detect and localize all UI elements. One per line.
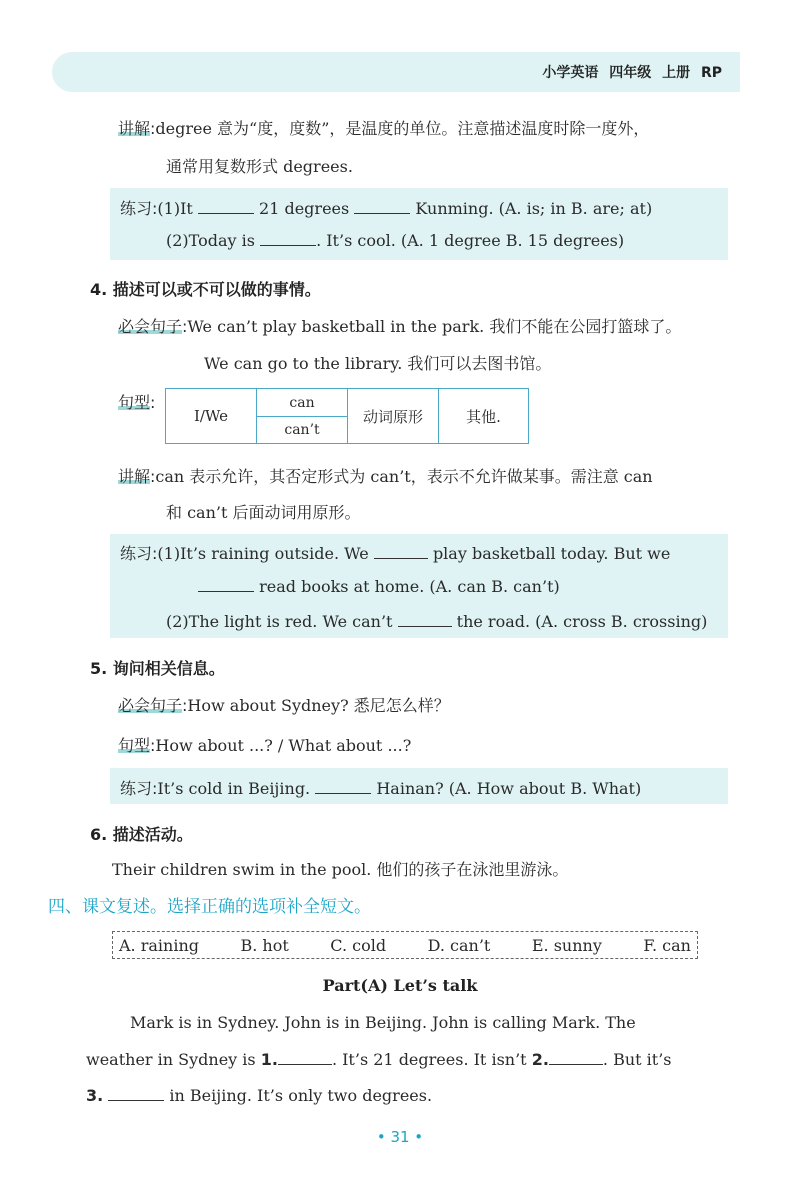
blank[interactable] <box>374 544 428 559</box>
passage-line-1: Mark is in Sydney. John is in Beijing. John is calling Mark. The <box>130 1013 636 1032</box>
explain-can-2: 和 can’t 后面动词用原形。 <box>166 503 361 522</box>
option: B. hot <box>240 935 289 955</box>
pattern-label: 句型: <box>118 393 156 412</box>
practice-line-2: (2)Today is . It’s cool. (A. 1 degree B. 15 degrees) <box>166 231 625 250</box>
blank[interactable] <box>315 779 371 794</box>
must-label: 必会句子 <box>118 317 183 336</box>
pattern-table <box>165 388 529 444</box>
must-sentence-1: 必会句子:We can’t play basketball in the park. 我们不能在公园打篮球了。 <box>118 314 681 337</box>
section-6-title: 6. 描述活动。 <box>90 825 193 844</box>
pattern-subject: I/We <box>166 389 257 443</box>
option: A. raining <box>119 935 199 955</box>
explain-label: 讲解 <box>118 119 151 138</box>
explain-can-1: 讲解:can 表示允许，其否定形式为 can’t，表示不允许做某事。需注意 can <box>118 467 653 486</box>
page-number: • 31 • <box>376 1128 424 1146</box>
option: E. sunny <box>531 935 602 955</box>
section-5-title: 5. 询问相关信息。 <box>90 659 225 678</box>
explain-line-1: 讲解:degree 意为“度，度数”，是温度的单位。注意描述温度时除一度外， <box>118 116 649 139</box>
options-box <box>112 931 698 959</box>
section-6-line: Their children swim in the pool. 他们的孩子在泳池里游泳。 <box>112 860 569 879</box>
blank[interactable] <box>260 231 316 246</box>
passage-line-2: weather in Sydney is 1. . It’s 21 degrees. It isn’t 2. . But it’s <box>86 1050 672 1069</box>
must-sentence-2: We can go to the library. 我们可以去图书馆。 <box>204 354 552 373</box>
blank[interactable] <box>198 577 254 592</box>
pattern-verb: 动词原形 <box>348 389 439 443</box>
part-title: Part(A) Let’s talk <box>322 976 478 995</box>
practice-line-1: 练习:(1)It 21 degrees Kunming. (A. is; in B. are; at) <box>120 199 653 218</box>
practice-4-line-3: (2)The light is red. We can’t the road. (A. cross B. crossing) <box>166 612 708 631</box>
explain-line-2: 通常用复数形式 degrees. <box>166 157 353 176</box>
blank-2[interactable] <box>549 1050 603 1065</box>
pattern-modal <box>257 389 348 443</box>
section-4-title: 4. 描述可以或不可以做的事情。 <box>90 280 321 299</box>
option: C. cold <box>330 935 387 955</box>
practice-4-line-2: read books at home. (A. can B. can’t) <box>198 577 560 596</box>
blank[interactable] <box>354 199 410 214</box>
practice-4-line-1: 练习:(1)It’s raining outside. We play basketball today. But we <box>120 544 671 563</box>
practice-5-line: 练习:It’s cold in Beijing. Hainan? (A. How about B. What) <box>120 779 642 798</box>
blank-3[interactable] <box>108 1086 164 1101</box>
pattern-cant: can’t <box>284 421 320 438</box>
blank[interactable] <box>398 612 452 627</box>
pattern-other: 其他. <box>466 407 501 426</box>
header-text: 小学英语 四年级 上册 RP <box>542 65 722 81</box>
blank[interactable] <box>198 199 254 214</box>
exercise-heading: 四、课文复述。选择正确的选项补全短文。 <box>48 897 371 917</box>
passage-line-3: 3. in Beijing. It’s only two degrees. <box>86 1086 433 1105</box>
option: D. can’t <box>427 935 491 955</box>
must-sentence-5: 必会句子:How about Sydney? 悉尼怎么样？ <box>118 696 450 715</box>
blank-1[interactable] <box>278 1050 332 1065</box>
pattern-can: can <box>257 389 347 417</box>
option: F. can <box>643 935 691 955</box>
pattern-5: 句型:How about ...? / What about ...? <box>118 736 412 755</box>
